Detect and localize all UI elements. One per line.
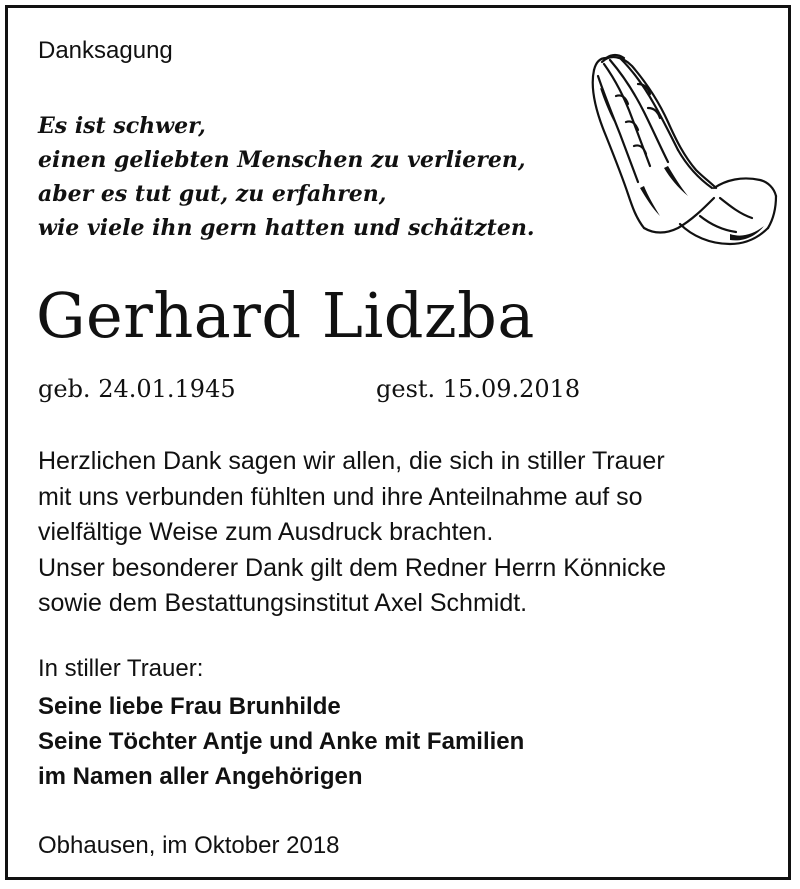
deceased-name: Gerhard Lidzba — [36, 279, 535, 352]
mourner-line: im Namen aller Angehörigen — [38, 763, 363, 790]
thanks-text — [38, 444, 666, 622]
thanks-line: mit uns verbunden fühlten und ihre Anteilnahme auf so — [38, 482, 643, 511]
quote-line: wie viele ihn gern hatten und schätzten. — [38, 215, 535, 241]
place-and-date: Obhausen, im Oktober 2018 — [38, 832, 340, 859]
quote-line: Es ist schwer, — [38, 113, 206, 139]
thanks-line: sowie dem Bestattungsinstitut Axel Schmidt. — [38, 589, 528, 617]
quote-line: einen geliebten Menschen zu verlieren, — [38, 147, 526, 173]
mourner-line: Seine Töchter Antje und Anke mit Familien — [38, 728, 525, 755]
thanks-line: Herzlichen Dank sagen wir allen, die sich in stiller Trauer — [38, 447, 665, 475]
thanks-line: vielfältige Weise zum Ausdruck brachten. — [38, 518, 494, 546]
mourners-list — [38, 689, 524, 794]
death-date: gest. 15.09.2018 — [376, 375, 581, 403]
mourner-line: Seine liebe Frau Brunhilde — [38, 693, 341, 720]
quote-block — [38, 109, 535, 245]
praying-hands-icon — [580, 48, 780, 260]
birth-date: geb. 24.01.1945 — [38, 375, 236, 403]
quote-line: aber es tut gut, zu erfahren, — [38, 181, 387, 207]
notice-heading: Danksagung — [38, 37, 173, 64]
thanks-line: Unser besonderer Dank gilt dem Redner Herrn Könnicke — [38, 553, 667, 582]
mourning-intro: In stiller Trauer: — [38, 655, 204, 682]
